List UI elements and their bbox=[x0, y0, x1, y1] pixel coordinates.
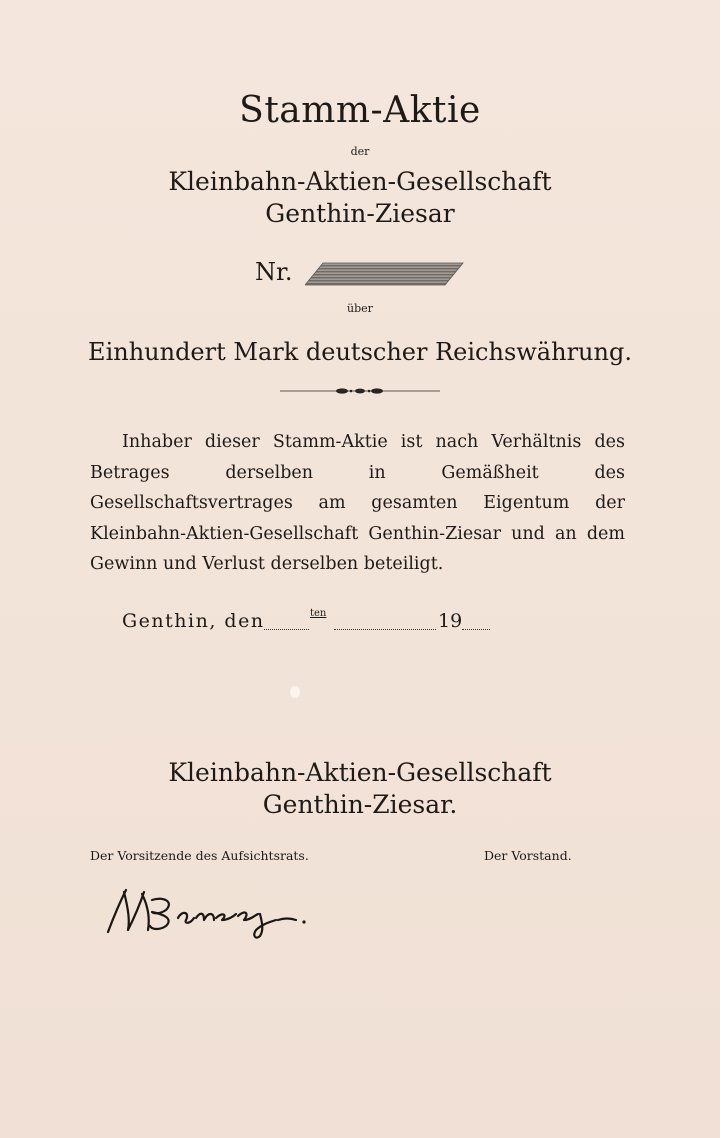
company-name bbox=[0, 166, 720, 230]
paper-blemish bbox=[290, 686, 300, 698]
footer-company-name bbox=[0, 757, 720, 821]
ornamental-divider bbox=[280, 385, 440, 397]
signatory-board-label: Der Vorstand. bbox=[484, 848, 572, 863]
number-field-hatched bbox=[305, 262, 465, 286]
year-blank bbox=[462, 628, 490, 630]
footer-company-line1: Kleinbahn-Aktien-Gesellschaft bbox=[168, 758, 552, 787]
handwritten-signature bbox=[104, 880, 344, 940]
certificate-body-text: Inhaber dieser Stamm-Aktie ist nach Verhältnis des Betrages derselben in Gemäßheit des Gesellschaftsvertrages am gesamten Eigentum der Kleinbahn-Aktien-Gesellschaft Genthin-Ziesar und an dem Gewinn und Verlust derselben beteiligt. bbox=[90, 432, 625, 574]
footer-company-line2: Genthin-Ziesar. bbox=[262, 790, 458, 819]
company-name-line1: Kleinbahn-Aktien-Gesellschaft bbox=[168, 167, 552, 196]
signatory-chairman-label: Der Vorsitzende des Aufsichtsrats. bbox=[90, 848, 309, 863]
number-label: Nr. bbox=[255, 258, 293, 286]
day-blank bbox=[264, 628, 309, 630]
year-prefix: 19 bbox=[438, 610, 463, 632]
company-name-line2: Genthin-Ziesar bbox=[265, 199, 455, 228]
month-blank bbox=[334, 628, 436, 630]
certificate-title: Stamm-Aktie bbox=[239, 90, 481, 131]
ten-suffix: ten bbox=[310, 608, 327, 619]
nominal-amount: Einhundert Mark deutscher Reichswährung. bbox=[88, 338, 632, 366]
date-line bbox=[122, 610, 502, 638]
der-label: der bbox=[350, 145, 370, 158]
place-date-label: Genthin, den bbox=[122, 610, 265, 632]
uber-label: über bbox=[347, 302, 373, 315]
